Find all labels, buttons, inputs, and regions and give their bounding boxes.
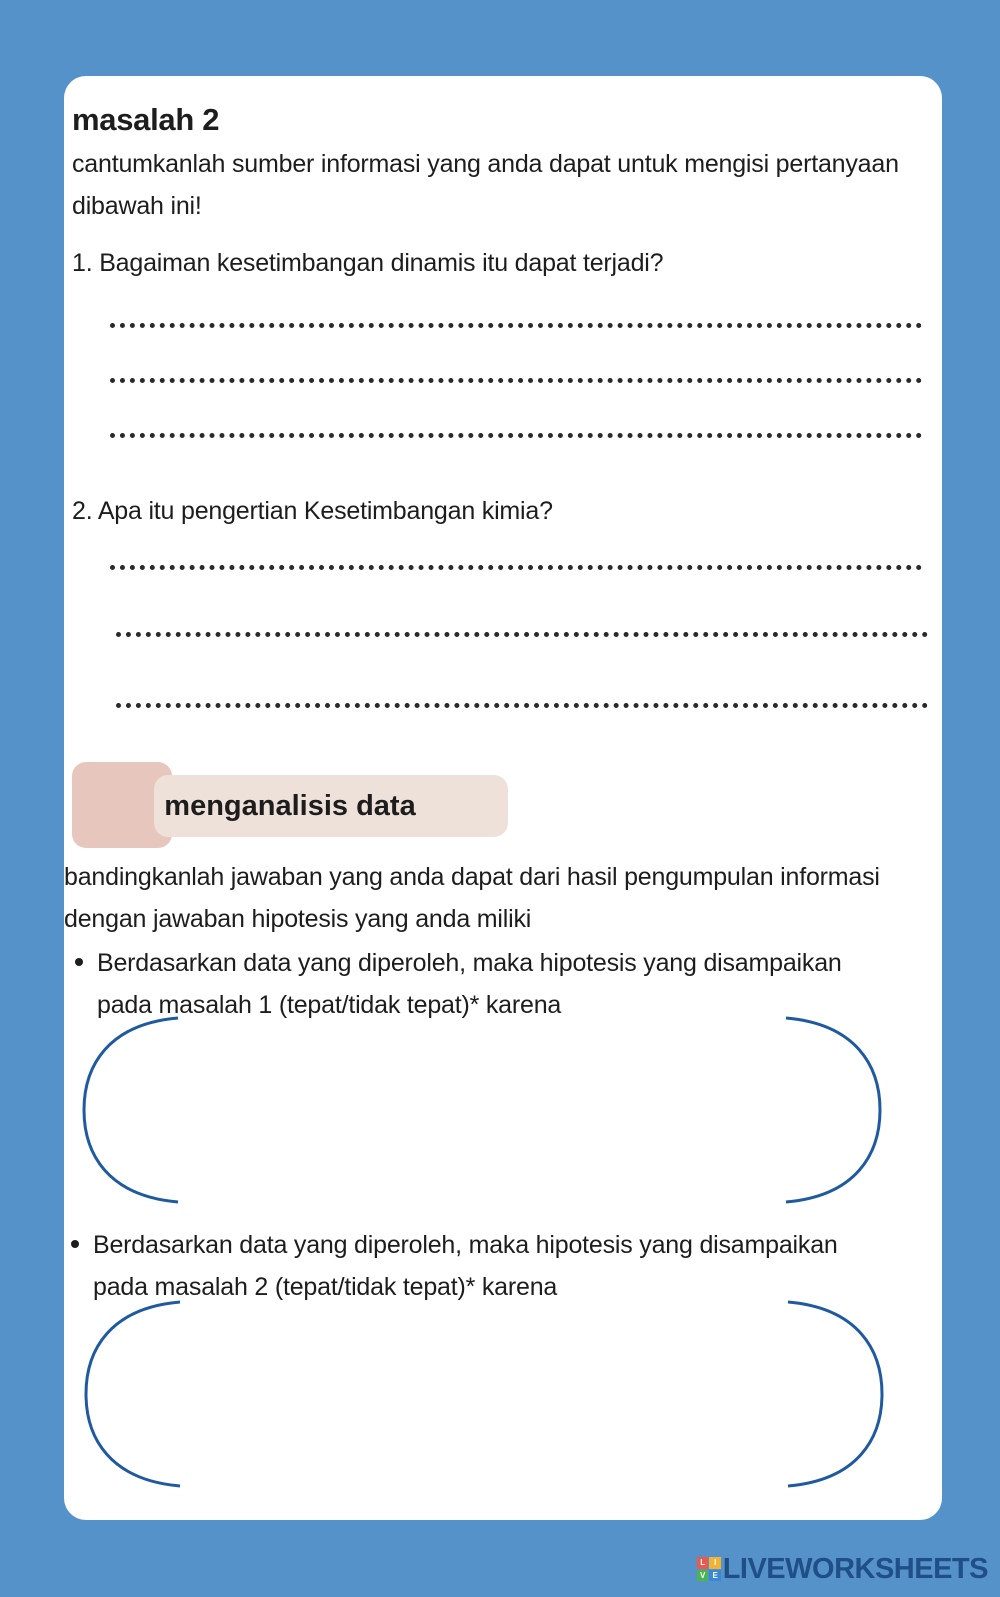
left-bracket-1 [84, 1018, 178, 1202]
right-bracket-2 [788, 1302, 882, 1486]
section-header-menganalisis-data [72, 762, 508, 848]
bullet-dot-1 [75, 958, 83, 966]
worksheet-title: masalah 2 [72, 102, 220, 137]
left-bracket-2 [86, 1302, 180, 1486]
answer-line-q1-1[interactable] [110, 323, 922, 328]
logo-letter-l: L [697, 1557, 709, 1569]
logo-letter-v: V [697, 1570, 709, 1582]
liveworksheets-logo-icon [697, 1557, 721, 1581]
worksheet-card [64, 76, 942, 1520]
section-label: menganalisis data [164, 790, 416, 822]
answer-line-q2-1[interactable] [110, 565, 922, 570]
answer-box-1[interactable] [78, 1014, 898, 1214]
right-bracket-1 [786, 1018, 880, 1202]
logo-letter-e: E [709, 1570, 721, 1582]
answer-line-q2-2[interactable] [116, 632, 928, 637]
answer-line-q1-3[interactable] [110, 433, 922, 438]
answer-line-q2-3[interactable] [116, 703, 928, 708]
question-1: 1. Bagaiman kesetimbangan dinamis itu dapat terjadi? [72, 249, 664, 277]
question-2: 2. Apa itu pengertian Kesetimbangan kimia? [72, 497, 553, 525]
logo-letter-i: I [709, 1557, 721, 1569]
bullet-text-1: Berdasarkan data yang diperoleh, maka hipotesis yang disampaikan pada masalah 1 (tepat/tidak tepat)* karena [97, 949, 842, 1019]
instruction-text: cantumkanlah sumber informasi yang anda dapat untuk mengisi pertanyaan dibawah ini! [72, 150, 899, 220]
liveworksheets-brand [697, 1551, 988, 1587]
bullet-text-2: Berdasarkan data yang diperoleh, maka hipotesis yang disampaikan pada masalah 2 (tepat/tidak tepat)* karena [93, 1231, 838, 1301]
bullet-dot-2 [71, 1240, 79, 1248]
brand-name: LIVEWORKSHEETS [722, 1552, 988, 1585]
answer-line-q1-2[interactable] [110, 378, 922, 383]
answer-box-2[interactable] [80, 1298, 900, 1498]
compare-instruction: bandingkanlah jawaban yang anda dapat dari hasil pengumpulan informasi dengan jawaban hipotesis yang anda miliki [64, 863, 880, 933]
